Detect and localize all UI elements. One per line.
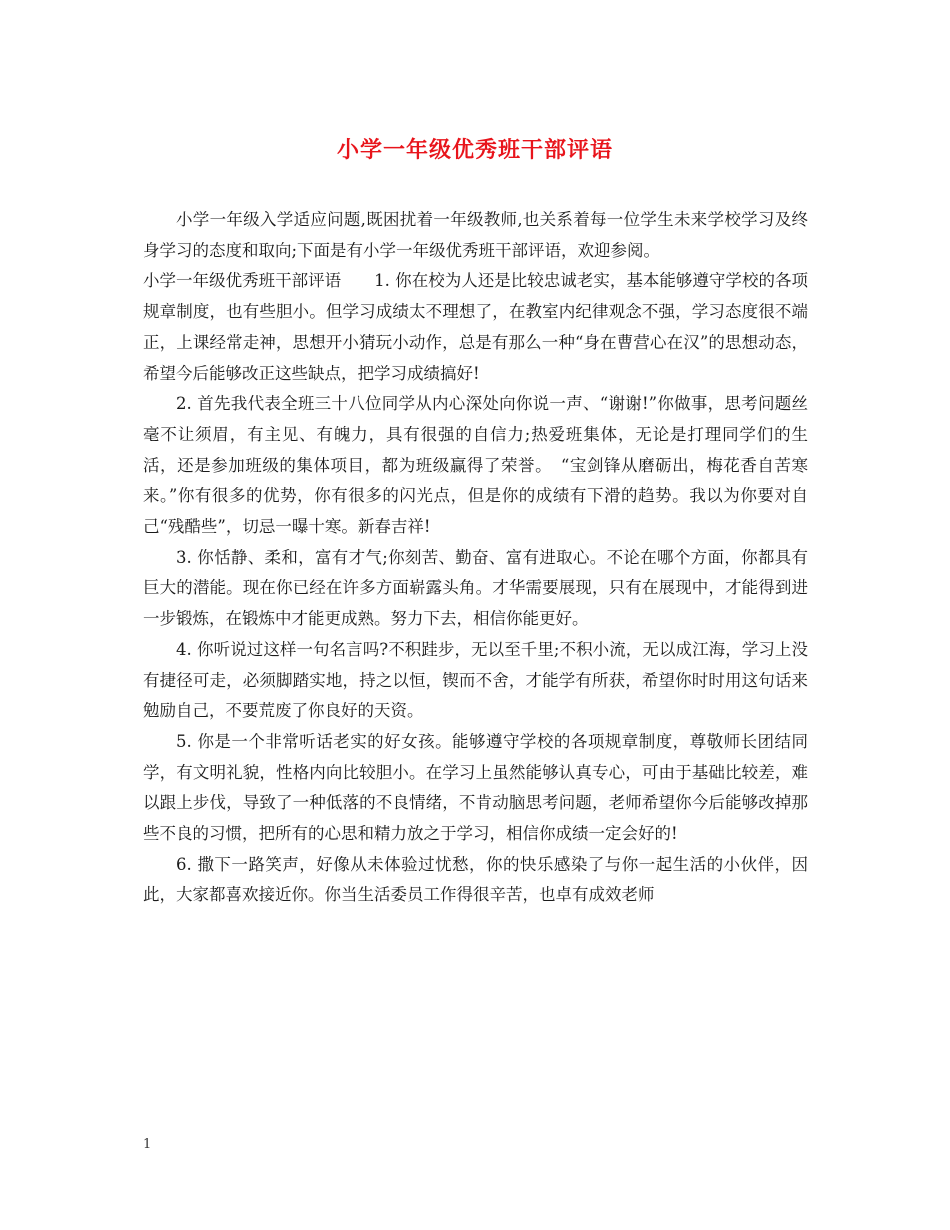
paragraph-comment-1: 小学一年级优秀班干部评语 1. 你在校为人还是比较忠诚老实，基本能够遵守学校的各项规章制度，也有些胆小。但学习成绩太不理想了，在教室内纪律观念不强，学习态度很不端正，上课经常走神，思想开小猜玩小动作，总是有那么一种“身在曹营心在汉”的思想动态，希望今后能够改正这些缺点，把学习成绩搞好! (143, 271, 808, 383)
paragraph-comment-2: 2. 首先我代表全班三十八位同学从内心深处向你说一声、“谢谢!”你做事，思考问题丝毫不让须眉，有主见、有魄力，具有很强的自信力;热爱班集体，无论是打理同学们的生活，还是参加班级的集体项目，都为班级赢得了荣誉。 “宝剑锋从磨砺出，梅花香自苦寒来。”你有很多的优势，你有很多的闪光点，但是你的成绩有下滑的趋势。我以为你要对自己“残酷些”，切忌一曝十寒。新春吉祥! (143, 394, 808, 537)
paragraph-comment-5: 5. 你是一个非常听话老实的好女孩。能够遵守学校的各项规章制度，尊敬师长团结同学，有文明礼貌，性格内向比较胆小。在学习上虽然能够认真专心，可由于基础比较差，难以跟上步伐，导致了一种低落的不良情绪，不肯动脑思考问题，老师希望你今后能够改掉那些不良的习惯，把所有的心思和精力放之于学习，相信你成绩一定会好的! (143, 731, 808, 844)
paragraph-comment-6: 6. 撒下一路笑声，好像从未体验过忧愁，你的快乐感染了与你一起生活的小伙伴，因此，大家都喜欢接近你。你当生活委员工作得很辛苦，也卓有成效老师 (143, 854, 808, 905)
paragraph-comment-4: 4. 你听说过这样一句名言吗?不积跬步，无以至千里;不积小流，无以成江海，学习上没有捷径可走，必须脚踏实地，持之以恒，锲而不舍，才能学有所获，希望你时时用这句话来勉励自己，不要荒废了你良好的天资。 (143, 639, 808, 721)
document-body (143, 205, 808, 911)
page-number: 1 (143, 1137, 152, 1152)
document-title: 小学一年级优秀班干部评语 (336, 137, 613, 163)
paragraph-comment-3: 3. 你恬静、柔和，富有才气;你刻苦、勤奋、富有进取心。不论在哪个方面，你都具有巨大的潜能。现在你已经在许多方面崭露头角。才华需要展现，只有在展现中，才能得到进一步锻炼，在锻炼中才能更成熟。努力下去，相信你能更好。 (143, 547, 808, 629)
paragraph-intro: 小学一年级入学适应问题,既困扰着一年级教师,也关系着每一位学生未来学校学习及终身学习的态度和取向;下面是有小学一年级优秀班干部评语，欢迎参阅。 (143, 210, 808, 260)
